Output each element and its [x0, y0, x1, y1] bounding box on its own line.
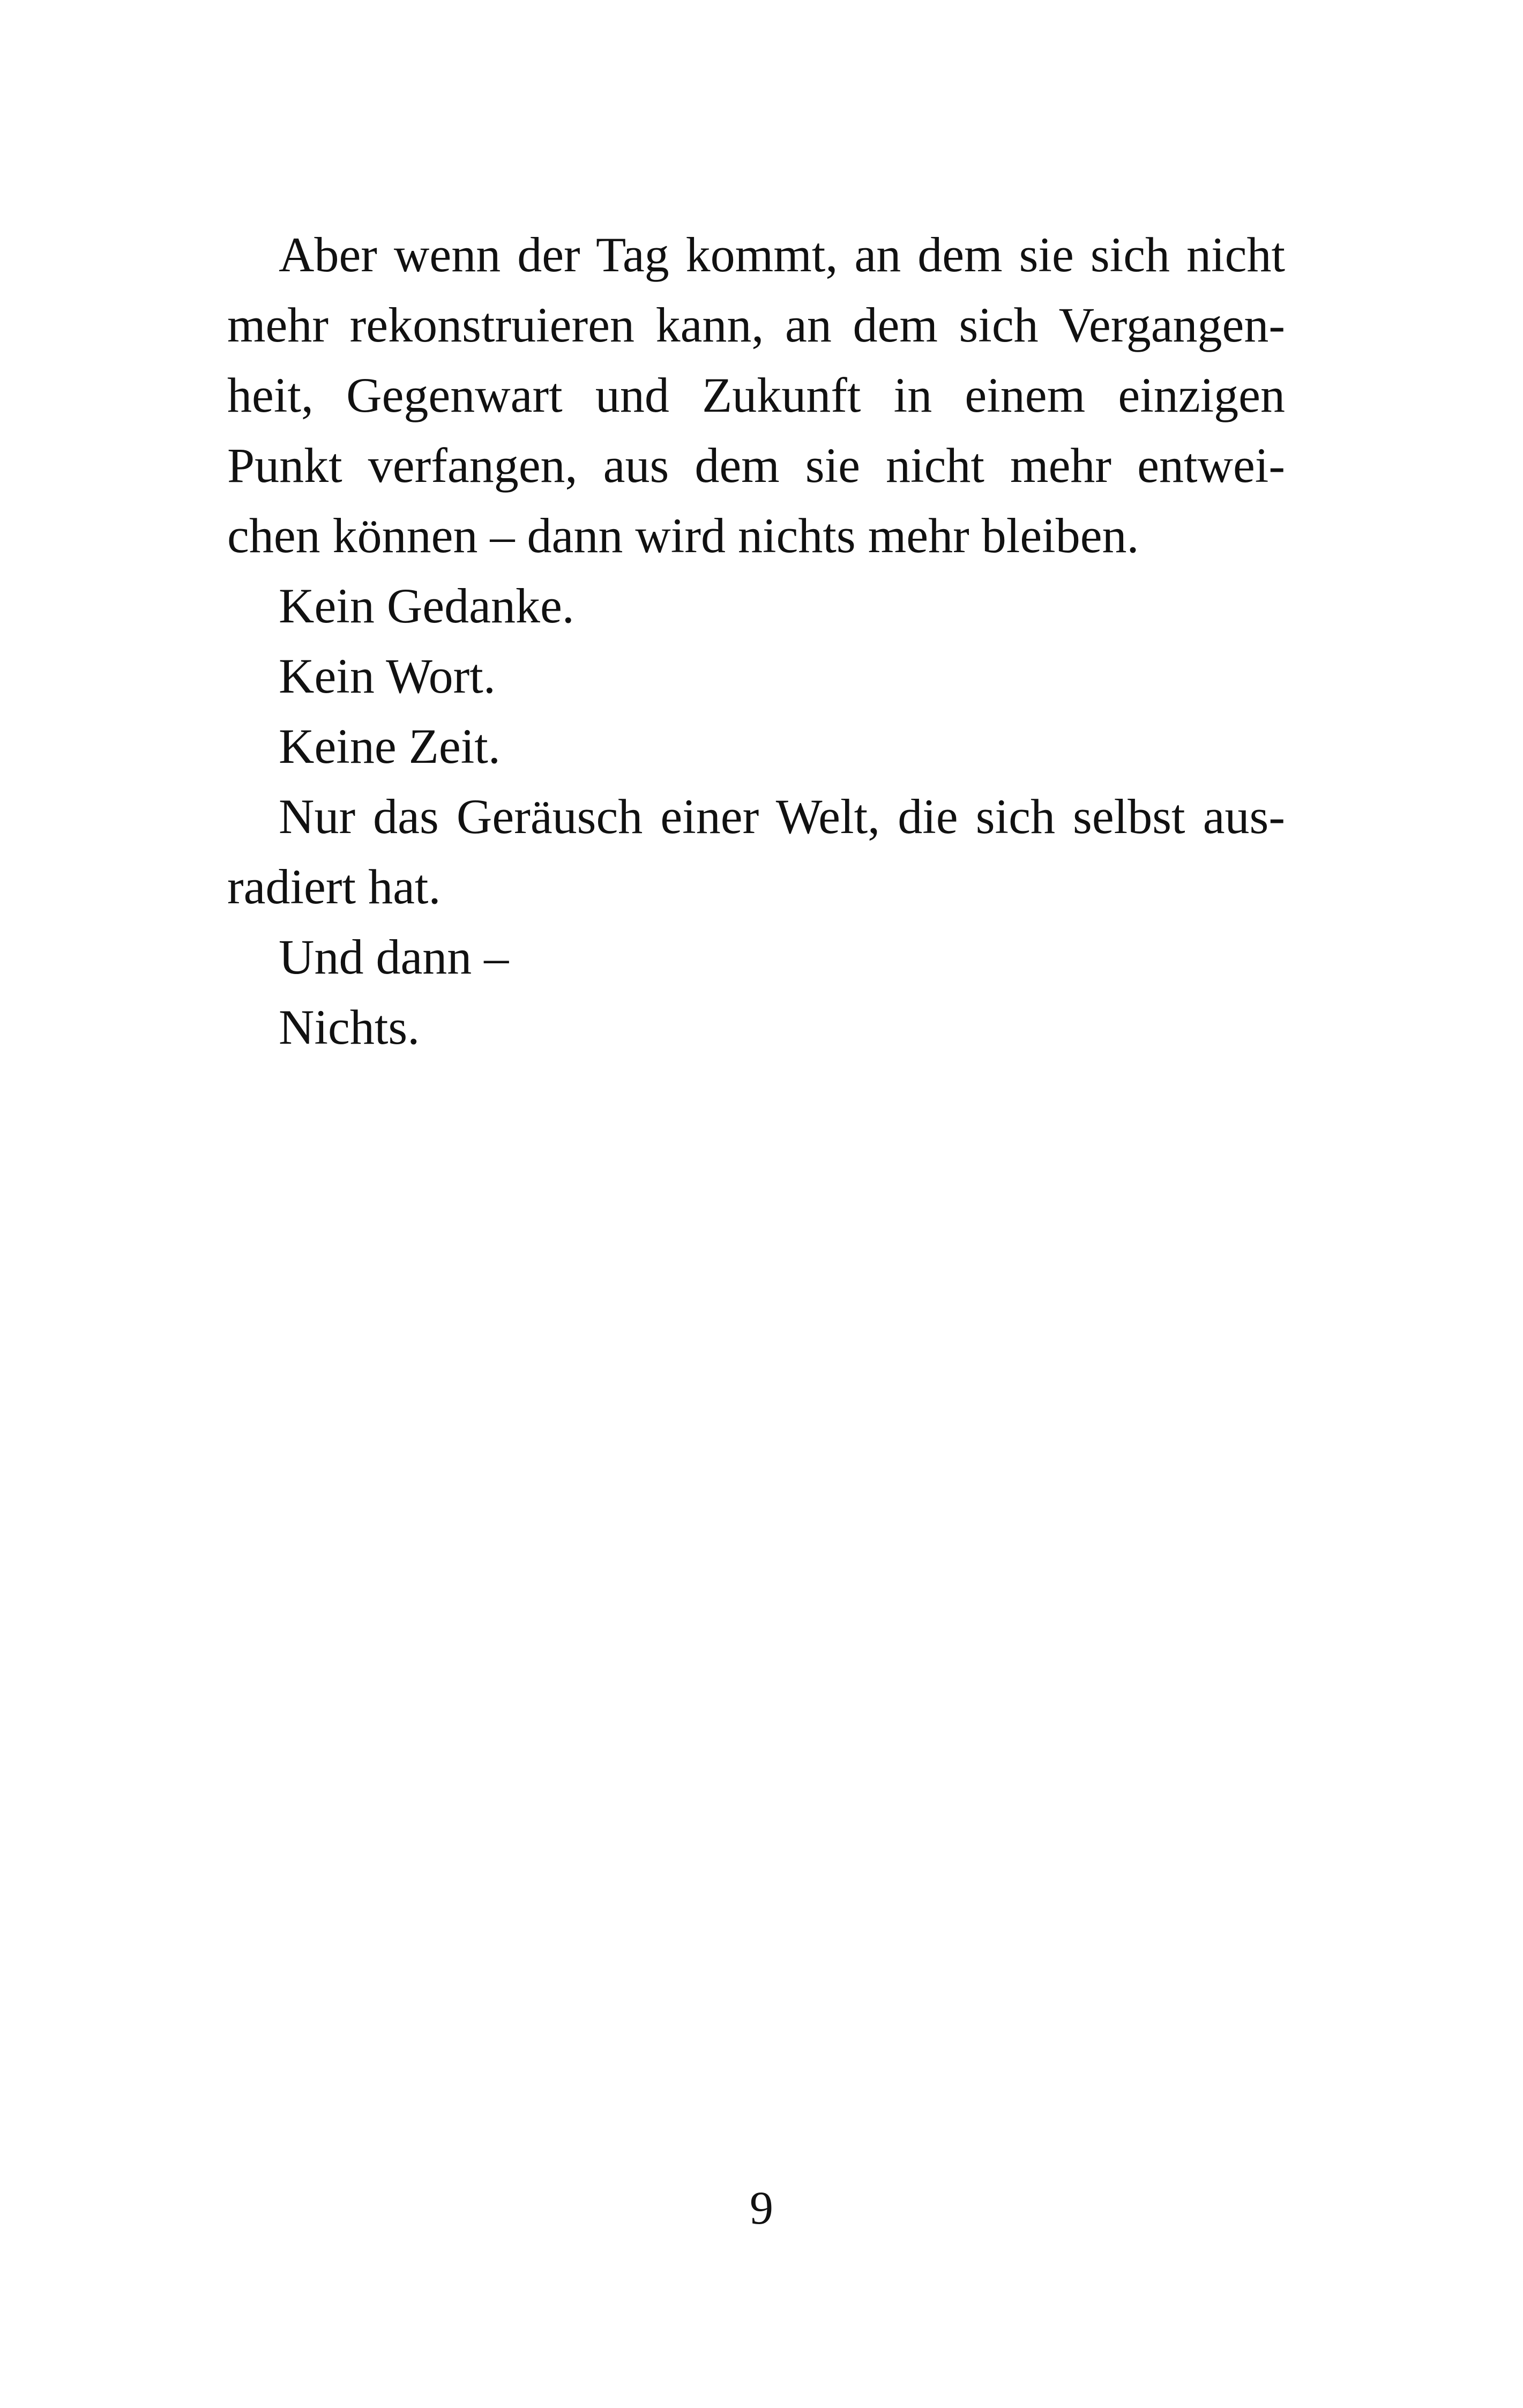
text-line: heit, Gegenwart und Zukunft in einem einzigen — [227, 368, 1285, 422]
page-number: 9 — [750, 2182, 773, 2234]
text-line: radiert hat. — [227, 859, 441, 914]
text-line: Kein Gedanke. — [279, 578, 574, 633]
text-line: chen können – dann wird nichts mehr bleiben. — [227, 508, 1139, 563]
text-line: mehr rekonstruieren kann, an dem sich Vergangen- — [227, 298, 1285, 352]
body-text — [227, 220, 1285, 1062]
text-line: Nichts. — [279, 1000, 420, 1054]
text-line: Und dann – — [279, 930, 509, 984]
text-line: Punkt verfangen, aus dem sie nicht mehr entwei- — [227, 438, 1285, 493]
text-line: Nur das Geräusch einer Welt, die sich selbst aus- — [279, 789, 1285, 844]
text-line: Aber wenn der Tag kommt, an dem sie sich nicht — [279, 227, 1285, 282]
text-line: Kein Wort. — [279, 649, 496, 703]
text-line: Keine Zeit. — [279, 719, 501, 774]
